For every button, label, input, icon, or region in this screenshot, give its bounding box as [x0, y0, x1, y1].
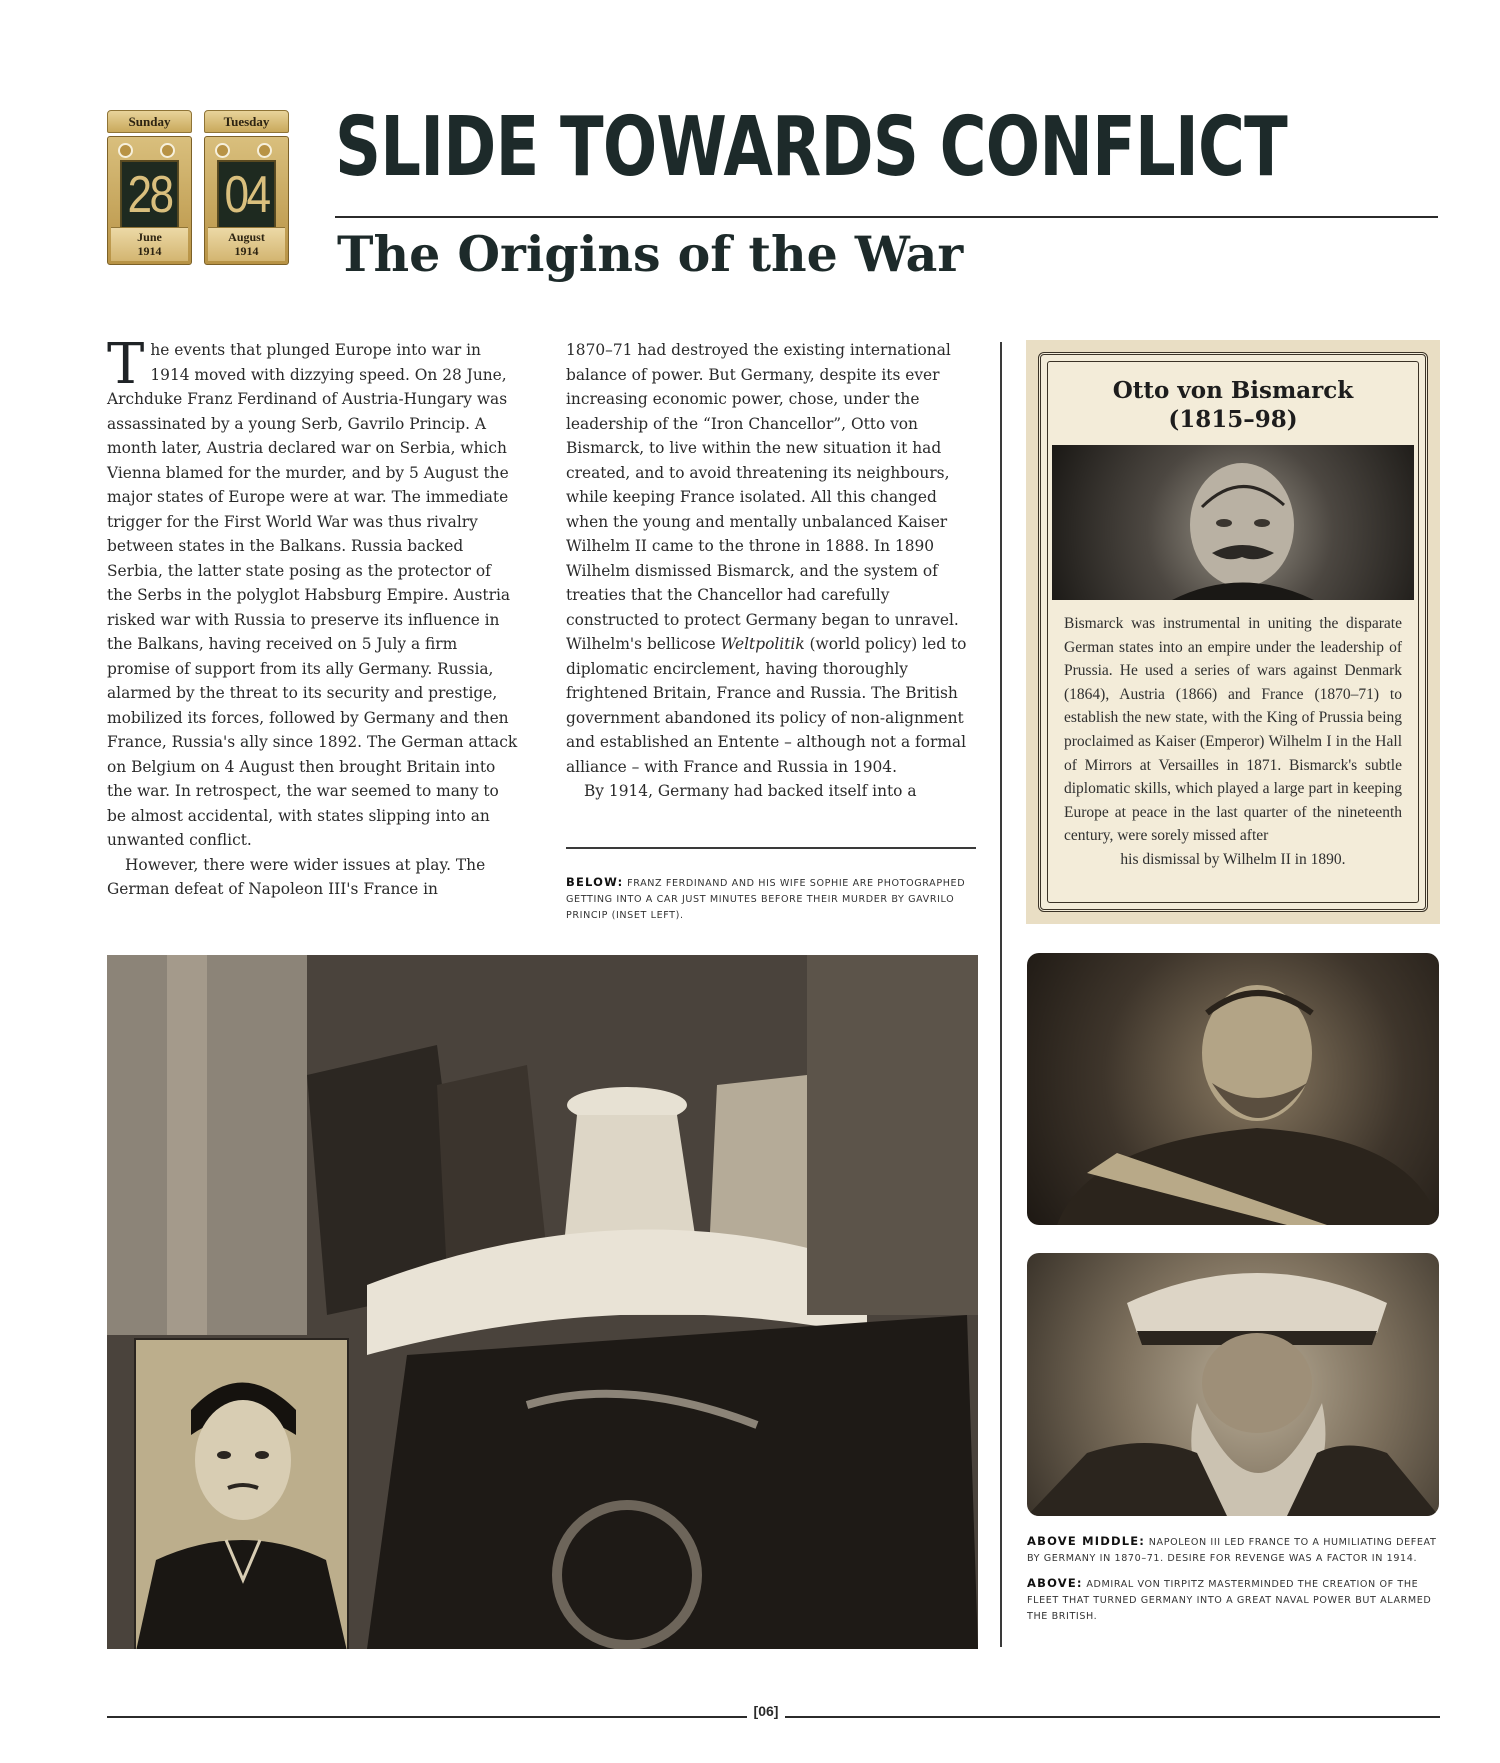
portrait-silhouette	[136, 1340, 347, 1649]
column-divider	[1000, 342, 1002, 1647]
paragraph	[566, 338, 978, 779]
princip-inset-photo	[134, 1338, 349, 1649]
caption-text: ADMIRAL VON TIRPITZ MASTERMINDED THE CREATION OF THE FLEET THAT TURNED GERMANY INTO A GREAT NAVAL POWER BUT ALARMED THE BRITISH.	[1027, 1579, 1432, 1622]
ring-icon	[160, 143, 175, 158]
page-number: [06]	[753, 1703, 779, 1719]
caption-label: ABOVE MIDDLE:	[1027, 1534, 1146, 1548]
caption-divider	[566, 847, 976, 849]
caption-entry	[1027, 1575, 1439, 1625]
footer-rule-right	[785, 1716, 1440, 1718]
calendar-number: 04	[217, 160, 276, 231]
assassination-day-photo	[107, 955, 978, 1649]
italic-term: Weltpolitik	[720, 635, 805, 653]
profile-last-line: his dismissal by Wilhelm II in 1890.	[1120, 850, 1346, 868]
title-divider	[335, 216, 1438, 218]
caption-text: NAPOLEON III LED FRANCE TO A HUMILIATING DEFEAT BY GERMANY IN 1870–71. DESIRE FOR REVENGE WAS A FACTOR IN 1914.	[1027, 1537, 1437, 1564]
drop-cap: T	[107, 332, 145, 397]
caption-entry	[1027, 1533, 1439, 1567]
article-column-2	[566, 338, 978, 804]
tirpitz-photo	[1027, 1253, 1439, 1516]
calendar-day: Tuesday	[204, 110, 289, 133]
profile-heading	[1026, 376, 1440, 434]
bismarck-profile-box	[1026, 340, 1440, 924]
profile-text	[1064, 612, 1402, 872]
portrait-silhouette	[1052, 445, 1414, 600]
profile-name: Otto von Bismarck	[1112, 377, 1354, 404]
calendar-tile-1	[107, 110, 192, 265]
paragraph	[107, 332, 519, 853]
calendar-year: 1914	[234, 244, 259, 258]
napoleon-iii-photo	[1027, 953, 1439, 1225]
calendar-month	[208, 227, 285, 261]
calendar-month-name: August	[228, 230, 265, 244]
caption-below	[566, 874, 976, 924]
calendar-year: 1914	[137, 244, 162, 258]
profile-dates: (1815–98)	[1168, 406, 1298, 433]
portrait-silhouette	[1027, 1253, 1439, 1516]
caption-label: ABOVE:	[1027, 1576, 1083, 1590]
page-subtitle: The Origins of the War	[337, 225, 964, 283]
paragraph-text: he events that plunged Europe into war in 1914 moved with dizzying speed. On 28 June, Archduke Franz Ferdinand of Austria-Hungary was assassinated by a young Serb, Gavrilo Princip. A month later, Austria declared war on Serbia, which Vienna blamed for the murder, and by 5 August the major states of Europe were at war. The immediate trigger for the First World War was thus rivalry between states in the Balkans. Russia backed Serbia, the latter state posing as the protector of the Serbs in the polyglot Habsburg Empire. Austria risked war with Russia to preserve its influence in the Balkans, having received on 5 July a firm promise of support from its ally Germany. Russia, alarmed by the threat to its security and prestige, mobilized its forces, followed by Germany and then France, Russia's ally since 1892. The German attack on Belgium on 4 August then brought Britain into the war. In retrospect, the war seemed to many to be almost accidental, with states slipping into an unwanted conflict.	[107, 341, 518, 849]
calendar-month	[111, 227, 188, 261]
ring-icon	[215, 143, 230, 158]
footer-rule-left	[107, 1716, 747, 1718]
page-title: SLIDE TOWARDS CONFLICT	[335, 100, 1288, 195]
portrait-silhouette	[1027, 953, 1439, 1225]
ring-icon	[257, 143, 272, 158]
bismarck-portrait	[1052, 445, 1414, 600]
page-number-value: 06	[758, 1703, 774, 1719]
calendar-day: Sunday	[107, 110, 192, 133]
paragraph: By 1914, Germany had backed itself into a	[584, 782, 917, 800]
paragraph-text: 1870–71 had destroyed the existing international balance of power. But Germany, despite its ever increasing economic power, chose, under the leadership of the “Iron Chancellor”, Otto von Bismarck, to live within the new situation it had created, and to avoid threatening its neighbours, while keeping France isolated. All this changed when the young and mentally unbalanced Kaiser Wilhelm II came to the throne in 1888. In 1890 Wilhelm dismissed Bismarck, and the system of treaties that the Chancellor had carefully constructed to protect Germany began to unravel. Wilhelm's bellicose	[566, 341, 959, 653]
caption-right	[1027, 1533, 1439, 1633]
ring-icon	[118, 143, 133, 158]
article-column-1	[107, 332, 519, 902]
caption-text: FRANZ FERDINAND AND HIS WIFE SOPHIE ARE PHOTOGRAPHED GETTING INTO A CAR JUST MINUTES BEFORE THEIR MURDER BY GAVRILO PRINCIP (INSET LEFT).	[566, 878, 966, 921]
paragraph-text: (world policy) led to diplomatic encirclement, having thoroughly frightened Britain, France and Russia. The British government abandoned its policy of non-alignment and established an Entente – although not a formal alliance – with France and Russia in 1904.	[566, 635, 967, 776]
profile-body: Bismarck was instrumental in uniting the disparate German states into an empire under the leadership of Prussia. He used a series of wars against Denmark (1864), Austria (1866) and France (1870–71) to establish the new state, with the King of Prussia being proclaimed as Kaiser (Emperor) Wilhelm I in the Hall of Mirrors at Versailles in 1871. Bismarck's subtle diplomatic skills, which played a large part in keeping Europe at peace in the last quarter of the nineteenth century, were sorely missed after	[1064, 615, 1402, 845]
caption-label: BELOW:	[566, 875, 624, 889]
calendar-number: 28	[120, 160, 179, 231]
calendar-tile-2	[204, 110, 289, 265]
paragraph: However, there were wider issues at play. The German defeat of Napoleon III's France in	[107, 855, 486, 898]
calendar-month-name: June	[137, 230, 162, 244]
